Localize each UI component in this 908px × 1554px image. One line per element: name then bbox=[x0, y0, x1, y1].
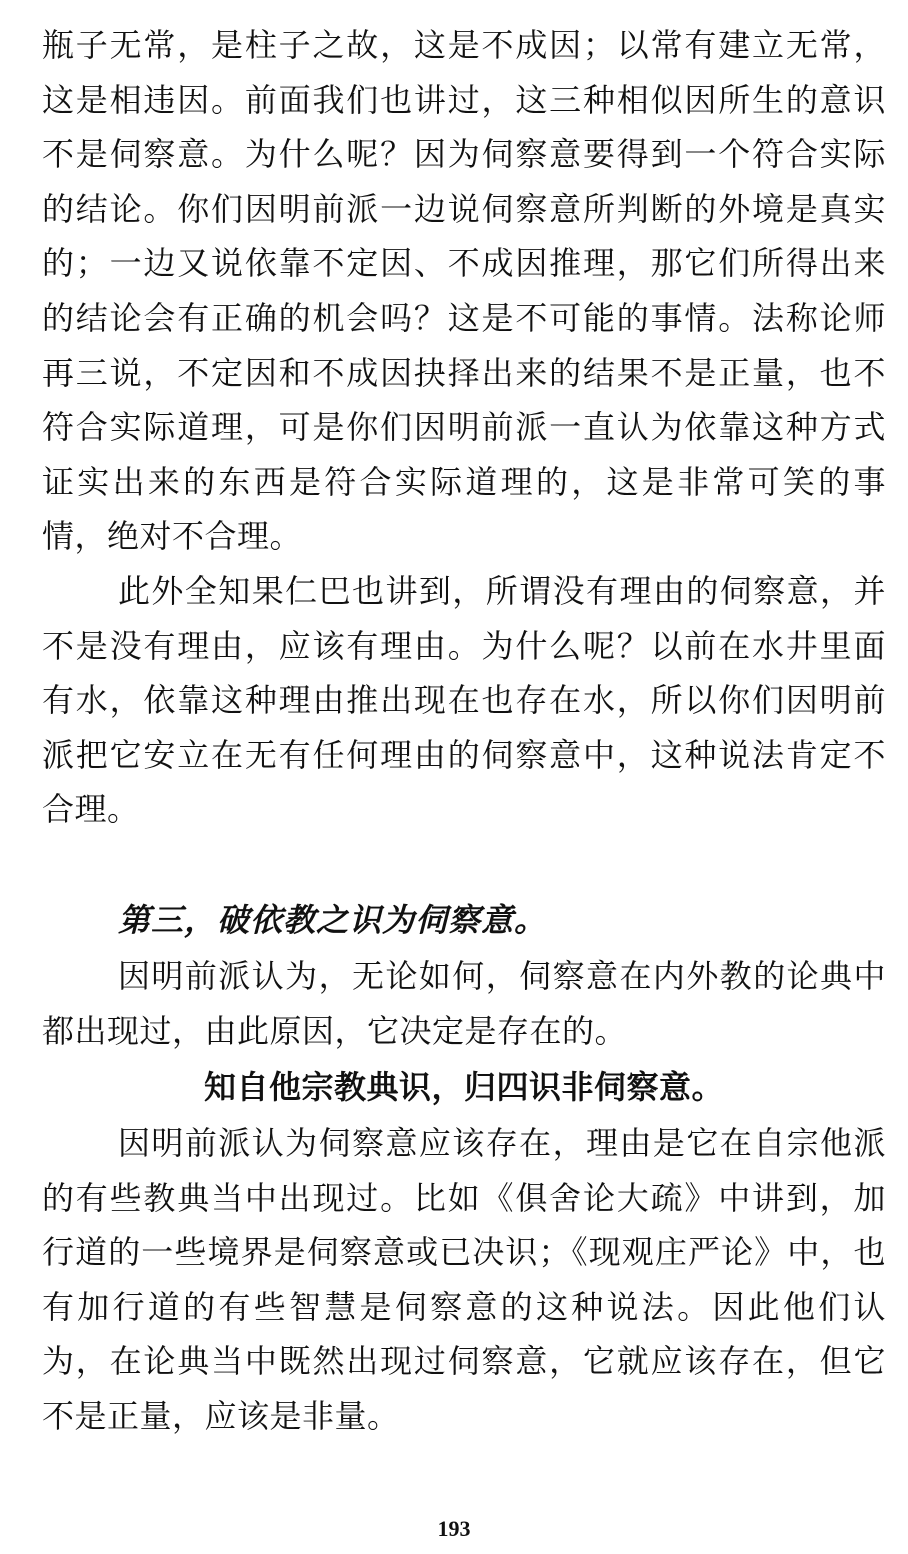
paragraph-omniscient-gorampa: 此外全知果仁巴也讲到，所谓没有理由的伺察意，并不是没有理由，应该有理由。为什么呢？以前在水井里面有水，依靠这种理由推出现在也存在水，所以你们因明前派把它安立在无有任何理由的伺察意中，这种说法肯定不合理。 bbox=[42, 571, 886, 829]
root-verse: 知自他宗教典识，归四识非伺察意。 bbox=[203, 1068, 724, 1107]
section-heading: 第三，破依教之识为伺察意。 bbox=[118, 900, 548, 939]
section-spacer bbox=[42, 837, 886, 891]
paragraph-continued: 瓶子无常，是柱子之故，这是不成因；以常有建立无常，这是相违因。前面我们也讲过，这三种相似因所生的意识不是伺察意。为什么呢？因为伺察意要得到一个符合实际的结论。你们因明前派一边说伺察意所判断的外境是真实的；一边又说依靠不定因、不成因推理，那它们所得出来的结论会有正确的机会吗？这是不可能的事情。法称论师再三说，不定因和不成因抉择出来的结果不是正量，也不符合实际道理，可是你们因明前派一直认为依靠这种方式证实出来的东西是符合实际道理的，这是非常可笑的事情，绝对不合理。 bbox=[42, 26, 886, 556]
paragraph-commentary: 因明前派认为伺察意应该存在，理由是它在自宗他派的有些教典当中出现过。比如《俱舍论大疏》中讲到，加行道的一些境界是伺察意或已决识；《现观庄严论》中，也有加行道的有些智慧是伺察意的这种说法。因此他们认为，在论典当中既然出现过伺察意，它就应该存在，但它不是正量，应该是非量。 bbox=[42, 1124, 886, 1436]
page-body bbox=[42, 18, 886, 1444]
page-number: 193 bbox=[437, 1516, 471, 1541]
paragraph-section-intro: 因明前派认为，无论如何，伺察意在内外教的论典中都出现过，由此原因，它决定是存在的。 bbox=[42, 956, 886, 1050]
